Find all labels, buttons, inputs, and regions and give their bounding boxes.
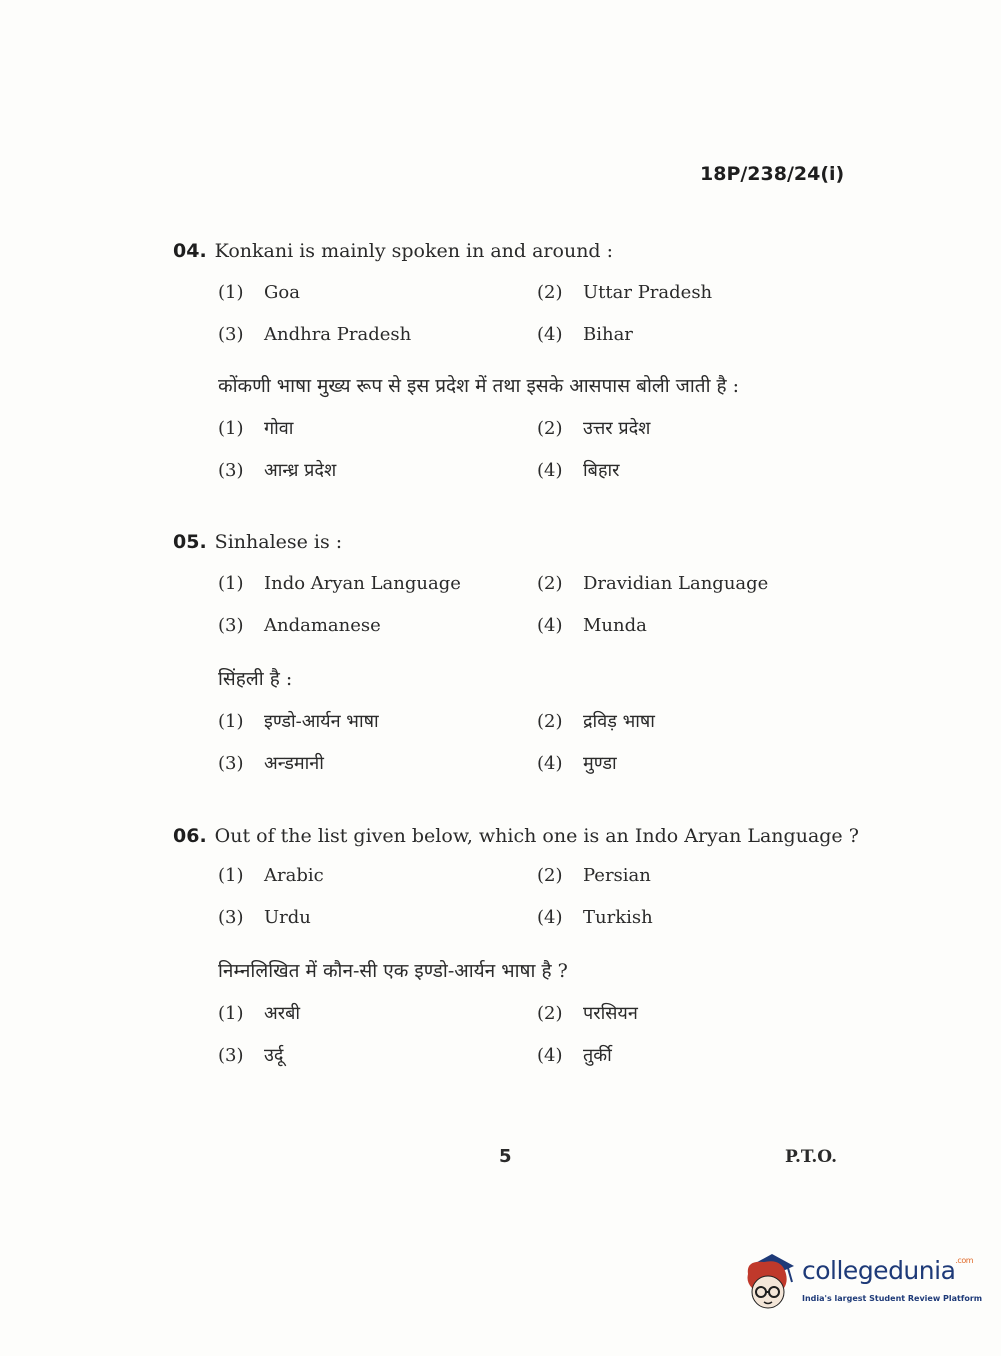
option: (3) Andhra Pradesh (218, 324, 412, 345)
brand-name: collegedunia$^{.com}$ (802, 1256, 974, 1285)
option: (1) अरबी (218, 1003, 301, 1024)
option: (2) द्रविड़ भाषा (537, 711, 655, 732)
option: (3) Urdu (218, 907, 311, 928)
option: (3) Andamanese (218, 615, 381, 636)
option: (1) Indo Aryan Language (218, 573, 461, 594)
option: (1) इण्डो-आर्यन भाषा (218, 711, 379, 732)
option: (2) उत्तर प्रदेश (537, 418, 651, 439)
option: (4) Turkish (537, 907, 653, 928)
question-hi: सिंहली है : (218, 668, 293, 690)
question-text: Out of the list given below, which one is an Indo Aryan Language ? (214, 825, 859, 847)
option-row (173, 907, 873, 947)
option: (2) Uttar Pradesh (537, 282, 713, 303)
collegedunia-logo (742, 1252, 983, 1316)
option: (4) तुर्की (537, 1045, 612, 1066)
option-row (173, 416, 873, 456)
option: (4) बिहार (537, 460, 620, 481)
question-06 (173, 825, 873, 1083)
option: (2) Dravidian Language (537, 573, 769, 594)
page-number: 5 (499, 1146, 512, 1167)
option-row (173, 1001, 873, 1041)
option-row (173, 573, 873, 613)
question-04 (173, 240, 873, 498)
option-row (173, 751, 873, 791)
question-hi: कोंकणी भाषा मुख्य रूप से इस प्रदेश में तथा इसके आसपास बोली जाती है : (218, 375, 740, 397)
option: (4) Munda (537, 615, 647, 636)
option-row (173, 709, 873, 749)
option: (4) मुण्डा (537, 753, 617, 774)
question-en (173, 531, 873, 553)
question-hi: निम्नलिखित में कौन-सी एक इण्डो-आर्यन भाषा है ? (218, 960, 568, 982)
option-row (173, 458, 873, 498)
option-row (173, 324, 873, 364)
option: (2) Persian (537, 865, 651, 886)
question-05 (173, 531, 873, 791)
question-number: 04. (173, 240, 207, 262)
option-row (173, 615, 873, 655)
option: (3) उर्दू (218, 1045, 284, 1066)
option-row (173, 865, 873, 905)
brand-tagline: India's largest Student Review Platform (802, 1294, 983, 1303)
question-en (173, 240, 873, 262)
option: (1) Goa (218, 282, 300, 303)
question-text: Sinhalese is : (214, 531, 343, 553)
option: (1) Arabic (218, 865, 324, 886)
option: (3) अन्डमानी (218, 753, 324, 774)
option-row (173, 282, 873, 322)
option: (1) गोवा (218, 418, 294, 439)
option-row (173, 1043, 873, 1083)
question-number: 05. (173, 531, 207, 553)
question-en (173, 825, 873, 847)
pto-label: P.T.O. (785, 1147, 837, 1167)
question-text: Konkani is mainly spoken in and around : (214, 240, 614, 262)
option: (2) परसियन (537, 1003, 638, 1024)
option: (4) Bihar (537, 324, 633, 345)
mascot-icon (742, 1252, 800, 1316)
option: (3) आन्ध्र प्रदेश (218, 460, 337, 481)
paper-code: 18P/238/24(i) (700, 163, 845, 185)
question-number: 06. (173, 825, 207, 847)
